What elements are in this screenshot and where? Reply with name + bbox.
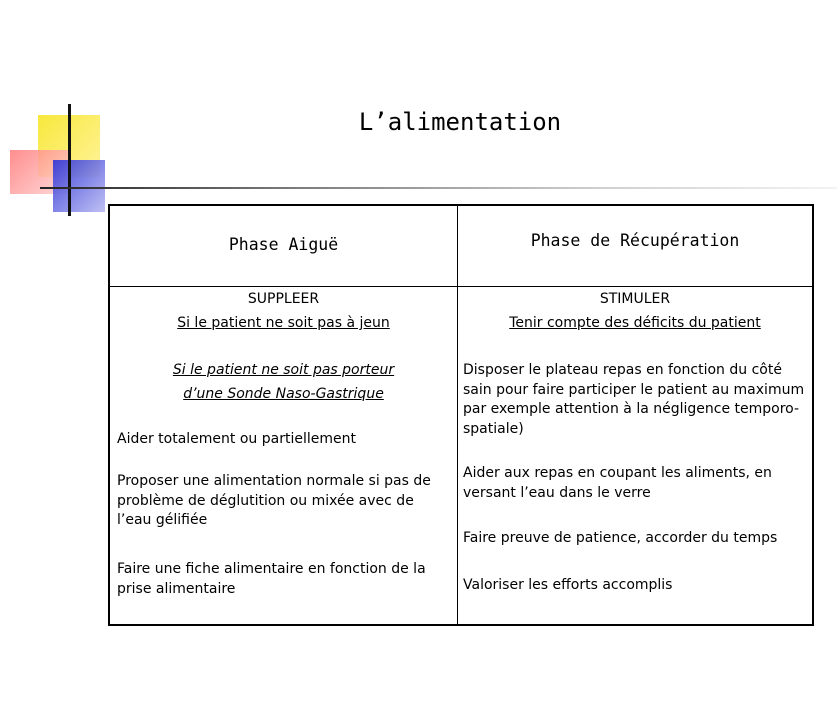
decor-blue-square	[53, 160, 105, 212]
left-condition-2-line-2: d’une Sonde Naso-Gastrique	[183, 386, 384, 402]
right-heading: STIMULER	[599, 291, 671, 307]
slide-title: L’alimentation	[358, 108, 562, 136]
right-item-4: Valoriser les efforts accomplis	[463, 577, 673, 593]
right-item-2: Aider aux repas en coupant les aliments, en versant l’eau dans le verre	[463, 465, 772, 501]
header-phase-aigue: Phase Aiguë	[228, 235, 339, 254]
left-heading: SUPPLEER	[247, 291, 320, 307]
left-item-3: Faire une fiche alimentaire en fonction de la prise alimentaire	[117, 561, 426, 597]
column-divider	[457, 206, 458, 624]
decor-horizontal-line	[40, 187, 837, 189]
header-phase-recuperation: Phase de Récupération	[530, 231, 740, 250]
left-condition-1: Si le patient ne soit pas à jeun	[177, 315, 390, 331]
left-item-2: Proposer une alimentation normale si pas de problème de déglutition ou mixée avec de l’eau gélifiée	[117, 473, 431, 528]
right-subheading: Tenir compte des déficits du patient	[509, 315, 761, 331]
left-item-1: Aider totalement ou partiellement	[117, 431, 356, 447]
left-condition-2-line-1: Si le patient ne soit pas porteur	[172, 362, 395, 378]
right-item-3: Faire preuve de patience, accorder du temps	[463, 530, 778, 546]
right-item-1: Disposer le plateau repas en fonction du côté sain pour faire participer le patient au maximum par exemple attention à la négligence temporo-spatiale)	[463, 362, 805, 437]
comparison-table	[108, 204, 814, 626]
header-divider	[110, 286, 812, 287]
decor-vertical-line	[68, 104, 71, 216]
